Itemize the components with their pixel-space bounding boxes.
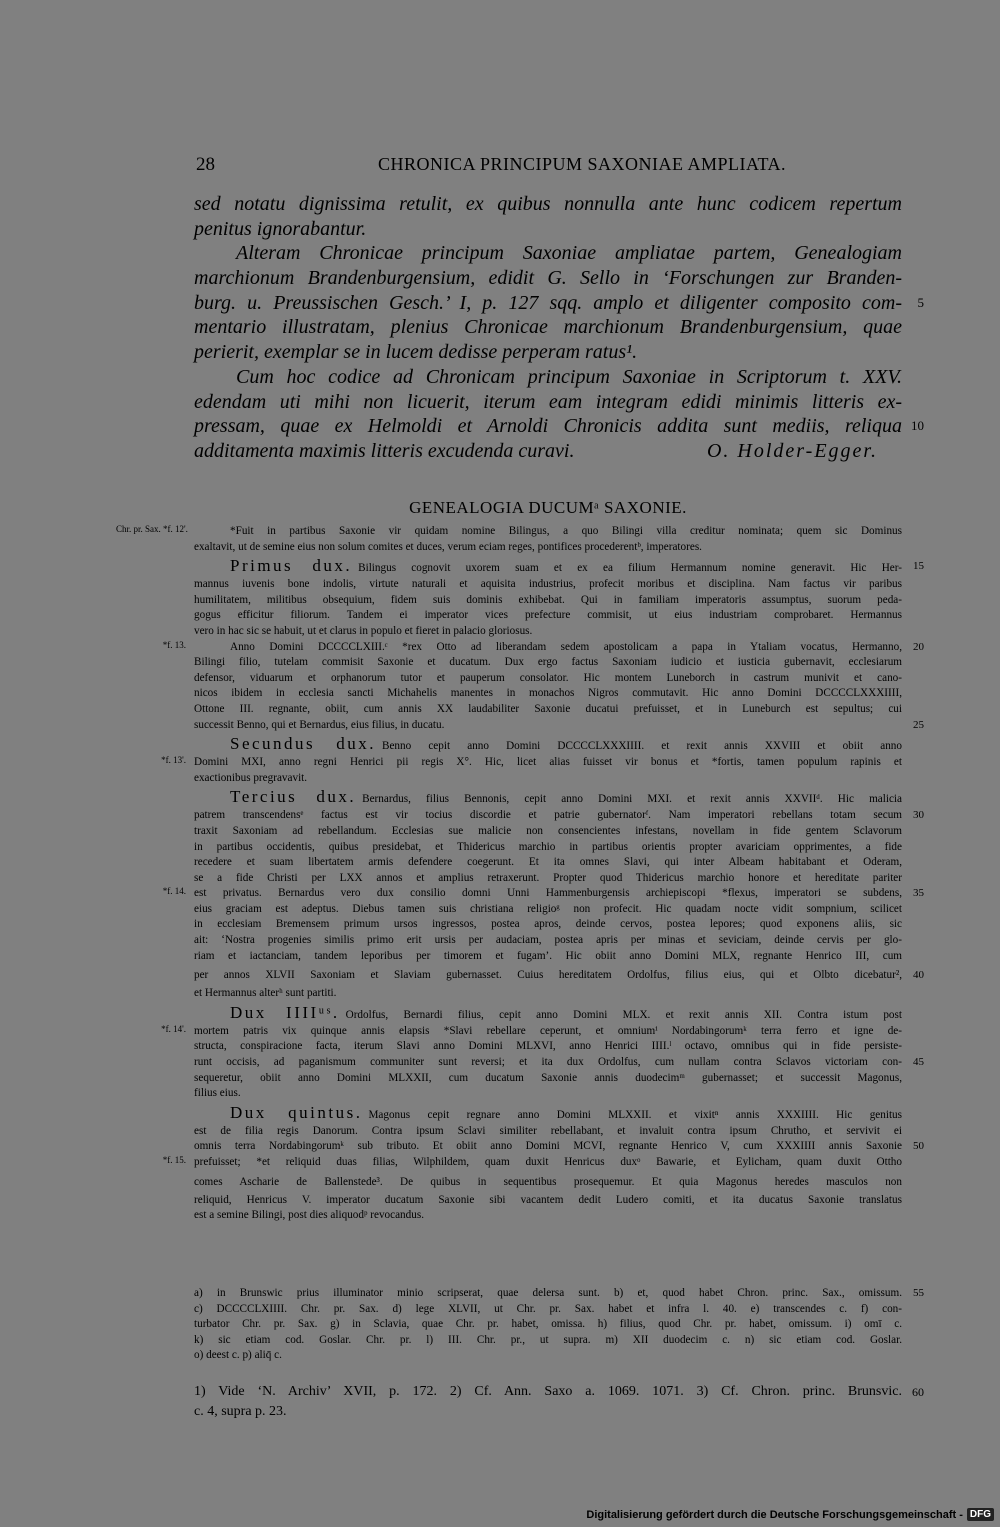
line-text <box>194 1139 902 1155</box>
text-line <box>194 291 924 316</box>
line-body: c. 4, supra p. 23. <box>194 1404 287 1419</box>
line-text <box>194 733 902 757</box>
line-text <box>194 524 902 540</box>
line-text <box>194 624 902 640</box>
preface <box>194 192 924 464</box>
margin-note: *f. 13'. <box>161 755 186 766</box>
text-line <box>194 540 902 556</box>
line-body: Magonus cepit regnare anno Domini MLXXII. et vixitⁿ annis XXXIIII. Hic genitus <box>368 1108 903 1121</box>
line-text <box>194 340 902 365</box>
text-line <box>194 671 902 687</box>
text-line <box>194 655 902 671</box>
text-line <box>162 639 924 656</box>
text-line <box>194 217 902 242</box>
running-title: CHRONICA PRINCIPUM SAXONIAE AMPLIATA. <box>377 154 787 174</box>
text-line <box>162 886 924 902</box>
section-heading: Dux quintus. <box>230 1102 363 1122</box>
line-body: vero in hac sic se habuit, ut et clarus in populo et fieret in palacio gloriosus. <box>194 624 533 637</box>
text-line <box>194 1208 902 1224</box>
line-body: defensor, viduarum et orphanorum tutor et pauperum consolator. Hic montem Luneborch in castrum munivit et cano- <box>194 671 902 684</box>
line-body: exactionibus pregravavit. <box>194 771 308 784</box>
text-line <box>161 755 902 771</box>
footnotes <box>194 1382 924 1422</box>
text-line <box>194 840 902 856</box>
line-text <box>194 964 902 986</box>
dfg-logo: DFG <box>967 1508 994 1521</box>
line-text <box>194 655 902 671</box>
text-line <box>194 241 902 266</box>
text-line <box>194 733 902 755</box>
line-body: est privatus. Bernardus vero dux consilio domni Unni Hammenburgensis archiepiscopi *flexus, imperatori se subdens, <box>194 887 902 900</box>
line-text <box>194 555 902 579</box>
text-line <box>194 315 902 340</box>
line-text <box>194 686 902 702</box>
line-text <box>194 702 902 718</box>
margin-note: *f. 14'. <box>161 1023 186 1034</box>
line-text <box>194 414 902 439</box>
line-body: omnis terra Nordabingorumᵏ sub tributo. Et obiit anno Domini MCVI, regnante Henrico V, cum XXXIIII annis Saxonie <box>194 1140 902 1153</box>
text-line <box>194 1286 924 1302</box>
line-body: eius graciam est adeptus. Diebus tamen suis christiana religioᵍ non profecit. Hic quadam nocte vidit sompnium, scilicet <box>194 902 902 915</box>
line-text <box>194 1317 902 1333</box>
line-body: Domini MXI, anno regni Henrici pii regis X°. Hic, licet alias fuisset vir bonus et *fortis, tamen populum rapinis et <box>194 756 902 769</box>
text-line <box>194 390 902 415</box>
text-line <box>194 808 924 824</box>
line-body: mentario illustratam, plenius Chronicae marchionum Brandenburgensium, quae <box>194 316 902 339</box>
line-text <box>194 1302 902 1318</box>
line-text <box>194 917 902 933</box>
line-text <box>194 1039 902 1055</box>
line-text <box>194 365 902 390</box>
text-line <box>194 786 902 808</box>
line-body: patrem transcendensᵉ factus est vir tocius discordie et patrie gubernatorᶠ. Nam imperatori rebellans totam secum <box>194 809 902 822</box>
line-body: mannus iuvenis bone indolis, virtute naturali et aquisita industrius, profecit moribus et disciplina. Nam factus vir paribus <box>194 578 902 591</box>
line-text <box>194 986 902 1002</box>
line-body: reliquid, Henricus V. imperator ducatum Saxonie sibi vacantem dedit Ludero comiti, et ita ducatus Saxonie translatus <box>194 1193 902 1206</box>
text-line <box>194 964 924 986</box>
line-text <box>194 1333 902 1349</box>
line-body: perierit, exemplar se in lucem dedisse perperam ratus¹. <box>194 341 638 364</box>
text-line <box>194 414 924 439</box>
text-line <box>194 902 902 918</box>
variant-notes <box>194 1286 924 1364</box>
line-body: est de filia regis Danorum. Contra ipsum Sclavi similiter rebellabant, et invaluit contra ipsum Chrutho, et servivit ei <box>194 1124 902 1137</box>
line-body: per annos XLVII Saxoniam et Slaviam gubernasset. Cuius hereditatem Ordolfus, filius eius, qui et Olbto dicebatur², <box>194 969 902 982</box>
line-text <box>194 540 902 556</box>
line-body: o) deest c. p) aliq̄ c. <box>194 1349 282 1362</box>
line-body: exaltavit, ut de semine eius non solum comites et duces, verum eciam reges, pontifices procederentᵇ, imperatores. <box>194 540 702 553</box>
text-line <box>194 933 902 949</box>
text-line <box>194 1171 902 1193</box>
line-body: filius eius. <box>194 1087 241 1100</box>
line-text <box>194 1193 902 1209</box>
text-line <box>194 555 924 577</box>
text-line <box>194 718 924 734</box>
line-number: 15 <box>913 560 924 573</box>
line-body: c) DCCCCLXIIII. Chr. pr. Sax. d) lege XLVII, ut Chr. pr. Sax. habet et infra l. 40. e) transcendes c. f) con- <box>194 1302 902 1315</box>
line-text <box>194 808 902 824</box>
line-text <box>194 1124 902 1140</box>
line-number: 30 <box>913 809 924 822</box>
line-number: 25 <box>913 718 924 731</box>
text-line <box>194 192 902 217</box>
text-line <box>194 1139 924 1155</box>
line-text <box>194 1402 902 1422</box>
credit-text: Digitalisierung gefördert durch die Deutsche Forschungsgemeinschaft - <box>586 1508 963 1521</box>
line-text <box>194 1155 902 1171</box>
line-text <box>194 855 902 871</box>
text-line <box>194 871 902 887</box>
line-text <box>194 902 902 918</box>
section-title: GENEALOGIA DUCUMᵃ SAXONIE. <box>409 498 687 517</box>
text-line <box>194 593 902 609</box>
text-line <box>194 439 902 464</box>
section-heading: Tercius dux. <box>230 787 357 807</box>
line-number: 60 <box>912 1385 924 1399</box>
text-line <box>194 1193 902 1209</box>
text-line <box>194 1086 902 1102</box>
text-line <box>194 577 902 593</box>
line-body: Cum hoc codice ad Chronicam principum Saxoniae in Scriptorum t. XXV. <box>236 365 902 388</box>
text-line <box>162 1155 902 1171</box>
line-text <box>194 1086 902 1102</box>
line-text <box>194 640 902 656</box>
line-body: se a fide Christi per LXX annos et amplius retraxerunt. Propter quod Thidericus marchio honore et hereditate pariter <box>194 871 902 884</box>
text-line <box>194 824 902 840</box>
line-text <box>194 949 902 965</box>
line-text <box>194 1208 902 1224</box>
line-text <box>194 291 902 316</box>
line-text <box>194 1024 902 1040</box>
line-body: successit Benno, qui et Bernardus, eius filius, in ducatu. <box>194 718 445 731</box>
text-line <box>194 986 902 1002</box>
margin-note: *f. 13. <box>162 639 186 650</box>
line-text <box>194 755 902 771</box>
line-number: 10 <box>911 418 924 434</box>
text-line <box>194 1402 902 1422</box>
text-line <box>194 1071 902 1087</box>
line-text <box>194 671 902 687</box>
text-line <box>194 1002 902 1024</box>
text-line <box>194 771 902 787</box>
line-body: sed notatu dignissima retulit, ex quibus nonnulla ante hunc codicem repertum <box>194 193 902 215</box>
line-body: 1) Vide ‘N. Archiv’ XVII, p. 172. 2) Cf. Ann. Saxo a. 1069. 1071. 3) Cf. Chron. princ. Brunsvic. <box>194 1384 902 1399</box>
line-body: Alteram Chronicae principum Saxoniae ampliatae partem, Genealogiam <box>236 242 902 265</box>
line-text <box>194 608 902 624</box>
line-body: et Hermannus alterʰ sunt partiti. <box>194 987 337 1000</box>
line-text <box>194 871 902 887</box>
line-body: prefuisset; *et reliquid duas filias, Wilphildem, quam duxit Henricus duxᵒ Bawarie, et Eylicham, quam duxit Ottho <box>194 1156 902 1168</box>
text-line <box>194 686 902 702</box>
line-text <box>194 1286 902 1302</box>
page-number: 28 <box>196 154 215 175</box>
line-body: Bilingus cognovit uxorem suam et ex ea filium Hermannum nomine generavit. Hic Her- <box>358 562 903 575</box>
line-text <box>194 1071 902 1087</box>
line-body: a) in Brunswic prius illuminator minio scripserat, quae delersa sunt. b) et, quod habet Chron. princ. Sax., omissum. <box>194 1287 902 1299</box>
line-body: traxit Saxoniam ad rebellandum. Ecclesias sue malicie non consencientes infestans, novellam in fide gentem Sclavorum <box>194 824 902 837</box>
section-heading: Primus dux. <box>230 556 353 576</box>
text-line <box>194 1382 924 1402</box>
text-line <box>194 917 902 933</box>
line-text <box>194 1348 902 1364</box>
line-body: recedere et suam libertatem armis defendere coegerunt. Et ita omnes Slavi, qui inter Albeam habitabant et Oderam, <box>194 856 902 869</box>
line-text <box>194 718 902 734</box>
line-body: in partibus occidentis, quibus presidebat, et Thidericus marchio in partibus orientis propter avariciam opprimentes, a fide <box>194 840 902 853</box>
text-line <box>194 855 902 871</box>
line-body: burg. u. Preussischen Gesch.’ I, p. 127 sqq. amplo et diligenter composito com- <box>194 291 902 314</box>
text-line <box>194 1317 902 1333</box>
line-body: penitus ignorabantur. <box>194 217 367 240</box>
line-body: comes Ascharie de Ballenstede³. De quibus in sequentibus prosequemur. Et quia Magonus heredes masculos non <box>194 1175 902 1188</box>
line-text <box>194 840 902 856</box>
line-text <box>194 771 902 787</box>
margin-note: Chr. pr. Sax. *f. 12'. <box>116 524 188 534</box>
line-text <box>194 241 902 266</box>
text-line <box>194 1039 902 1055</box>
line-body: humilitatem, militibus obsequium, fidem suis dominis exhibebat. Qui in familiam imperatoris assumptus, suorum peda- <box>194 593 902 606</box>
line-body: sequeretur, obiit anno Domini MLXXII, cum ducatum Saxonie annis duodecimᵐ gubernasset; et successit Magonus, <box>194 1071 902 1084</box>
line-text <box>194 593 902 609</box>
line-body: *Fuit in partibus Saxonie vir quidam nomine Bilingus, a quo Bilingi villa creditur nominata; quem sic Dominus <box>230 525 902 537</box>
margin-note: *f. 15. <box>162 1155 186 1165</box>
line-body: Benno cepit anno Domini DCCCCLXXXIIII. et rexit annis XXVIII et obiit anno <box>382 740 902 753</box>
text-line <box>194 624 902 640</box>
line-number: 55 <box>913 1287 924 1299</box>
line-body: k) sic etiam cod. Goslar. Chr. pr. l) III. Chr. pr., ut supra. m) XII duodecim c. n) sic etiam cod. Goslar. <box>194 1333 902 1346</box>
line-body: gogus efficitur filiorum. Tandem ei imperator vices prefecture commisit, ut eius industriam comprobaret. Hermannus <box>194 609 902 622</box>
line-number: 50 <box>913 1140 924 1153</box>
line-text <box>194 577 902 593</box>
text-line <box>194 1348 902 1364</box>
line-number: 20 <box>913 640 924 653</box>
line-text <box>194 192 902 217</box>
text-line <box>194 1302 902 1318</box>
line-text <box>194 1002 902 1026</box>
line-text <box>194 824 902 840</box>
line-body: Anno Domini DCCCCLXIII.ᶜ *rex Otto ad liberandam sedem apostolicam a papa in Ytaliam vocatus, Hermanno, <box>230 640 902 653</box>
line-body: turbator Chr. pr. Sax. g) in Sclavia, quae Chr. pr. habet, omissa. h) filius, quod Chr. pr. habet, omissum. i) omī c. <box>194 1318 902 1331</box>
line-text <box>194 786 902 810</box>
text-line <box>194 1102 902 1124</box>
line-body: Ottone III. regnante, obiit, cum annis XX laudabiliter Saxonie ducatui prefuisset, et in Luneburch est sepultus; cui <box>194 702 902 715</box>
text-line <box>194 365 902 390</box>
line-body: additamenta maximis litteris excudenda curavi. <box>194 439 575 462</box>
line-body: nicos ibidem in ecclesia sancti Michahelis manentes in monachos Nigros commutavit. Hic anno Domini DCCCCLXXXIIII, <box>194 687 902 700</box>
line-text <box>194 266 902 291</box>
line-text <box>194 1055 902 1071</box>
text-line <box>194 1333 902 1349</box>
line-text <box>194 886 902 902</box>
line-text <box>194 217 902 242</box>
line-body: riam et iactanciam, tandem leporibus per timorem et fugam’. Hic obiit anno Domini MLX, regnante Henrico III, cum <box>194 949 902 962</box>
text-line <box>194 340 902 365</box>
text-line <box>194 949 902 965</box>
line-number: 45 <box>913 1056 924 1069</box>
text-line <box>194 608 902 624</box>
line-body: structa, conspiracione facta, iterum Slavi anno Domini MLXVI, anno Henrici IIII.ˡ octavo, omnibus qui in fide persiste- <box>194 1040 902 1053</box>
text-line <box>161 1023 902 1040</box>
line-number: 35 <box>913 887 924 900</box>
running-head <box>196 154 898 180</box>
text-line <box>194 266 902 291</box>
line-body: ait: ‘Nostra progenies similis primo erit ursis per audaciam, postea apris per minas et seviciam, deinde cervis per glo- <box>194 934 902 947</box>
line-text <box>194 1171 902 1193</box>
section-heading: Dux IIIIᵘˢ. <box>230 1002 340 1022</box>
line-body: marchionum Brandenburgensium, edidit G. Sello in ‘Forschungen zur Branden- <box>194 267 902 290</box>
text-line <box>194 702 902 718</box>
line-text <box>194 1382 902 1402</box>
text-line <box>194 1055 924 1071</box>
genealogy-text <box>116 524 924 1224</box>
line-number: 5 <box>917 294 924 310</box>
line-body: in ecclesiam Bremensem primum ursos ingressos, postea apros, deinde cervos, postea lepores; quod exponens aliis, sic <box>194 918 902 931</box>
line-text <box>194 390 902 415</box>
line-body: Ordolfus, Bernardi filius, cepit anno Domini MLX. et rexit annis XII. Contra istum post <box>345 1008 902 1021</box>
text-line <box>194 1124 902 1140</box>
editor-signature: O. Holder-Egger. <box>706 439 878 462</box>
line-body: Bernardus, filius Bennonis, cepit anno Domini MXI. et rexit annis XXVIIᵈ. Hic malicia <box>362 793 902 806</box>
line-body: edendam uti mihi non licuerit, iterum eam integram edidi minimis litteris ex- <box>194 390 902 413</box>
line-body: pressam, quae ex Helmoldi et Arnoldi Chronicis addita sunt mediis, reliqua <box>194 415 902 438</box>
line-number: 40 <box>913 969 924 982</box>
line-body: mortem patris vix quinque annis elapsis *Slavi rebellare ceperunt, et omniumⁱ Nordabingorumᵏ terra ferro et igne de- <box>194 1024 902 1037</box>
line-text <box>194 315 902 340</box>
margin-note: *f. 14. <box>162 886 186 897</box>
section-heading: Secundus dux. <box>230 734 376 754</box>
digitization-credit <box>586 1508 994 1521</box>
line-text <box>194 1102 902 1126</box>
text-line <box>116 524 902 540</box>
line-body: runt occisis, ad paganismum communiter sunt reversi; et ita dux Ordolfus, cum nullam contra Sclavos victoriam con- <box>194 1056 902 1069</box>
line-body: Bilingi filio, tutelam commisit Saxonie et ducatum. Dux ergo factus Saxoniam iudicio et iusticia gubernavit, ecclesiarum <box>194 656 902 669</box>
line-body: est a semine Bilingi, post dies aliquodᵖ revocandus. <box>194 1209 424 1222</box>
line-text <box>194 933 902 949</box>
